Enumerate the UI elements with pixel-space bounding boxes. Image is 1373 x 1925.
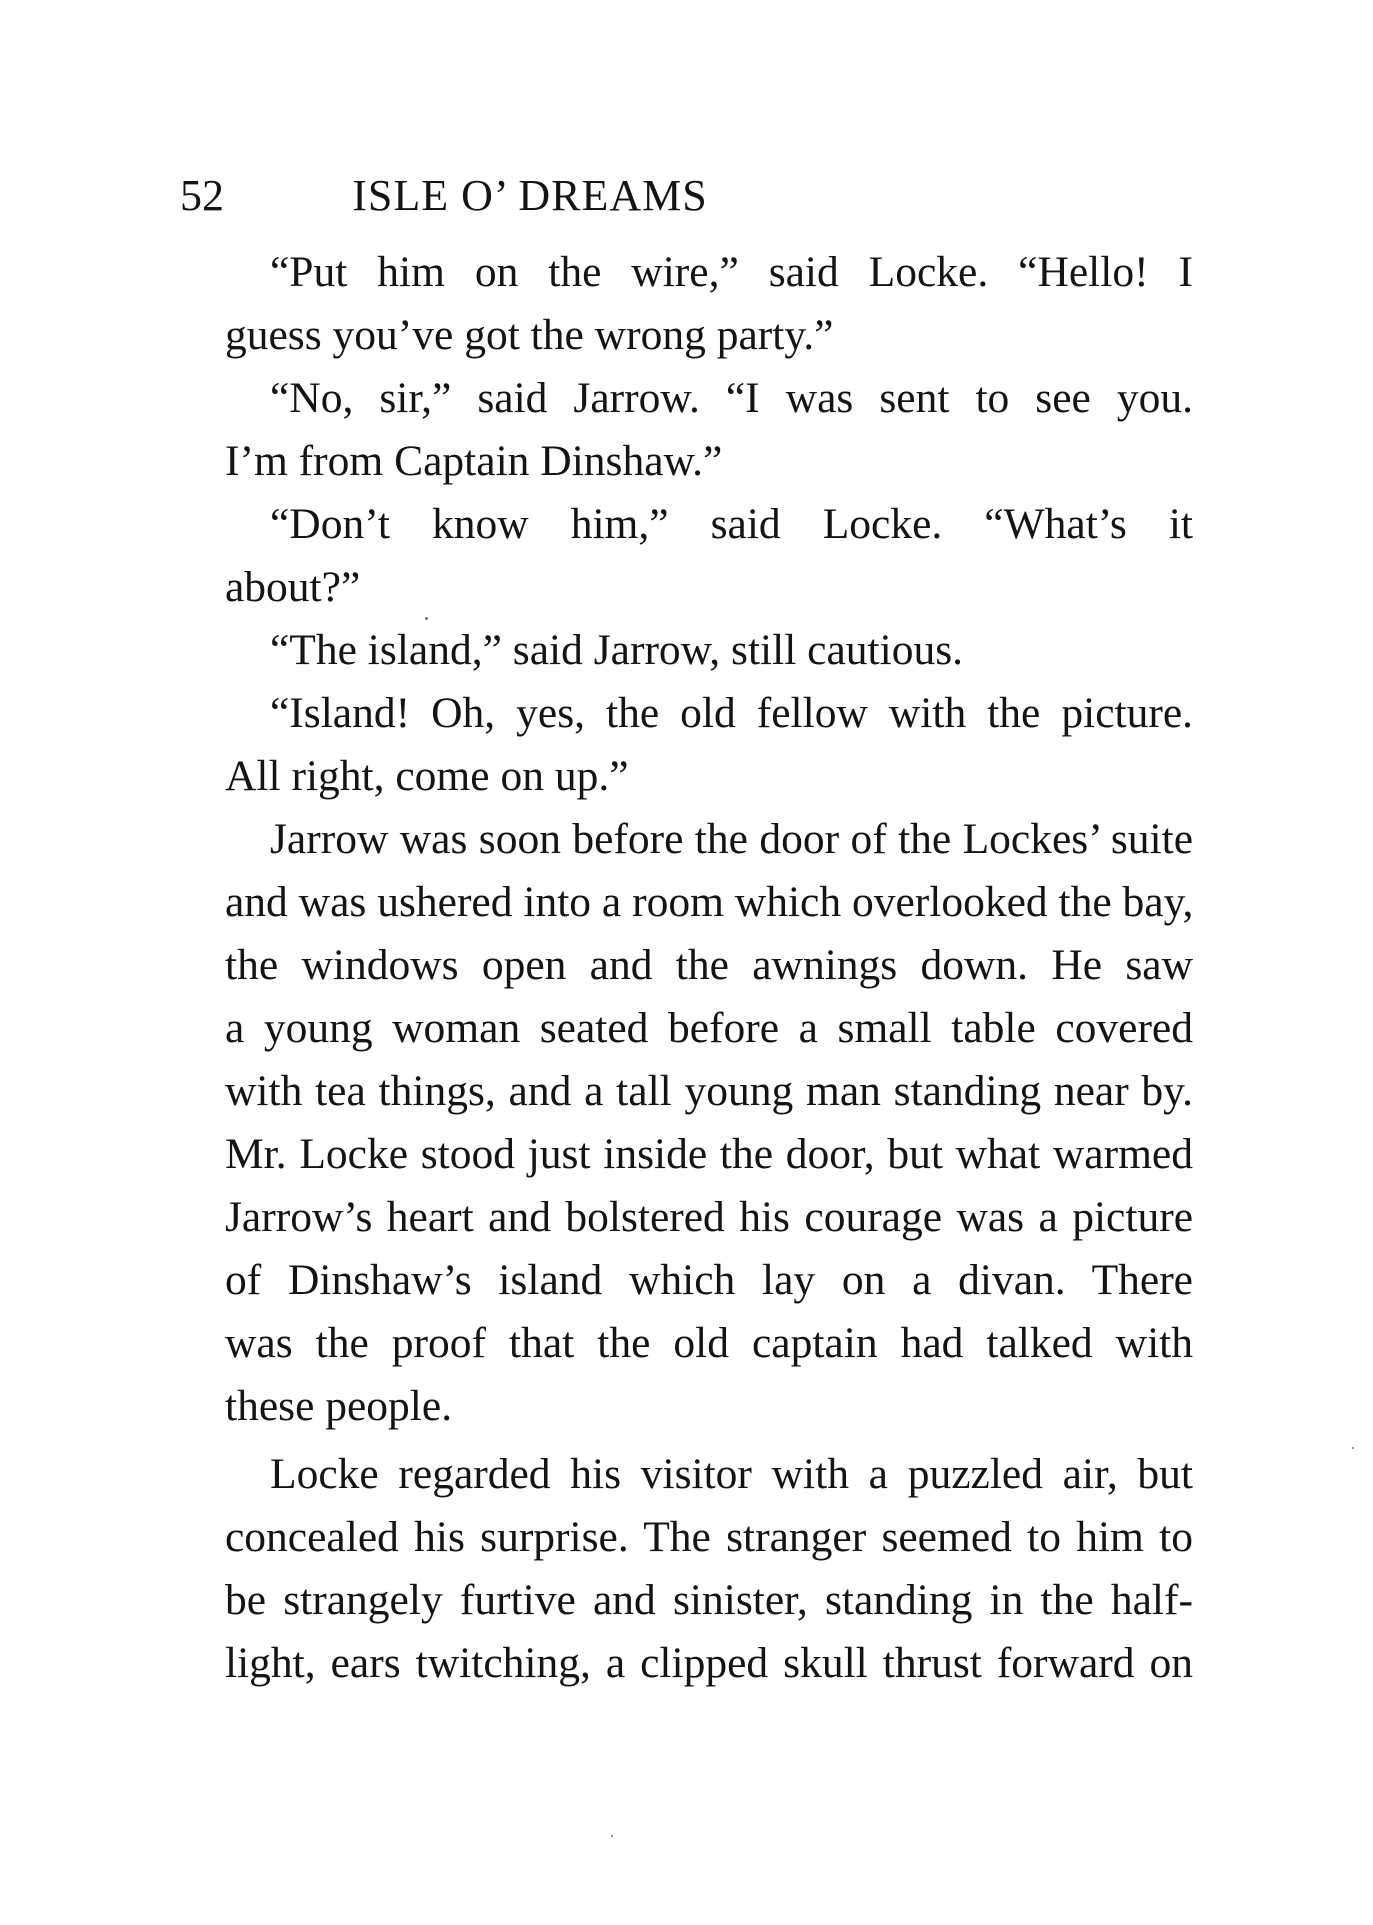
text-line: with tea things, and a tall young man standing near by.	[225, 1067, 1193, 1115]
text-line: “No, sir,” said Jarrow. “I was sent to see you.	[270, 374, 1193, 422]
paragraph	[180, 619, 1193, 682]
body-text	[180, 241, 1193, 1695]
print-speck	[425, 617, 428, 620]
paragraph	[180, 682, 1193, 808]
text-line: was the proof that the old captain had talked with	[225, 1319, 1193, 1367]
text-line: be strangely furtive and sinister, standing in the half-	[225, 1576, 1193, 1624]
text-line: the windows open and the awnings down. He saw	[225, 941, 1193, 989]
print-speck	[1352, 1447, 1354, 1449]
print-speck	[611, 1835, 613, 1837]
page-number: 52	[180, 171, 224, 220]
text-line: All right, come on up.”	[225, 752, 629, 800]
running-title: ISLE O’ DREAMS	[352, 171, 708, 220]
text-line: light, ears twitching, a clipped skull thrust forward on	[225, 1639, 1193, 1687]
text-line: concealed his surprise. The stranger seemed to him to	[225, 1513, 1193, 1561]
paragraph	[180, 493, 1193, 619]
text-line: guess you’ve got the wrong party.”	[225, 311, 834, 359]
text-line: Jarrow was soon before the door of the Lockes’ suite	[270, 815, 1193, 863]
paragraph	[180, 1443, 1193, 1695]
text-line: Mr. Locke stood just inside the door, but what warmed	[225, 1130, 1193, 1178]
text-line: Locke regarded his visitor with a puzzled air, but	[270, 1450, 1193, 1498]
paragraph	[180, 241, 1193, 367]
text-line: “The island,” said Jarrow, still cautious.	[270, 626, 964, 674]
text-line: Jarrow’s heart and bolstered his courage was a picture	[225, 1193, 1193, 1241]
text-line: these people.	[225, 1382, 453, 1430]
running-head	[180, 166, 1200, 226]
text-line: “Put him on the wire,” said Locke. “Hello! I	[270, 248, 1193, 296]
text-line: and was ushered into a room which overlooked the bay,	[225, 878, 1194, 926]
text-line: “Don’t know him,” said Locke. “What’s it	[270, 500, 1193, 548]
paragraph	[180, 367, 1193, 493]
text-line: of Dinshaw’s island which lay on a divan. There	[225, 1256, 1193, 1304]
text-line: I’m from Captain Dinshaw.”	[225, 437, 723, 485]
text-line: “Island! Oh, yes, the old fellow with the picture.	[270, 689, 1193, 737]
text-line: a young woman seated before a small table covered	[225, 1004, 1193, 1052]
paragraph	[180, 808, 1193, 1438]
text-line: about?”	[225, 563, 361, 611]
